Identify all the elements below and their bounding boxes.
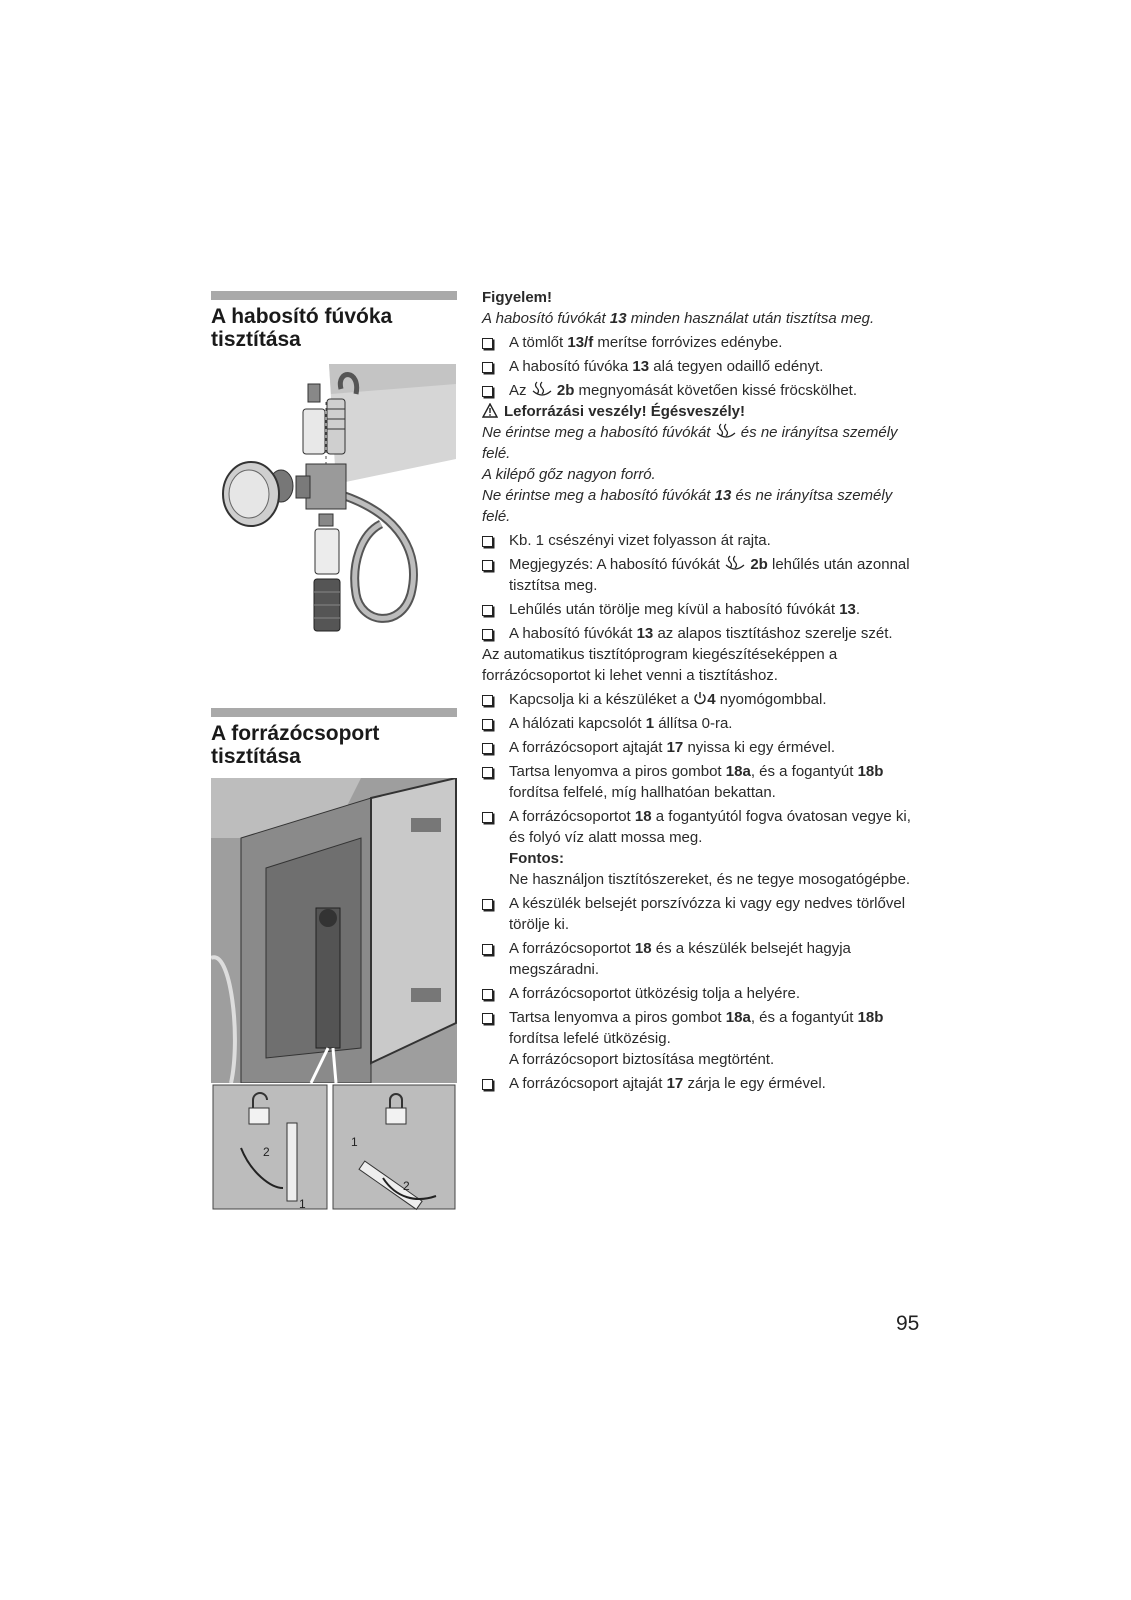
text-run: zárja le egy érmével.	[683, 1075, 826, 1092]
ref-number: 18b	[857, 763, 884, 780]
text-run: Ne érintse meg a habosító fúvókát	[482, 487, 715, 504]
steam-icon	[531, 381, 553, 397]
text-run: A habosító fúvóka	[509, 358, 633, 375]
text-run: és a készülék belsejét hagyja megszáradni.	[509, 940, 851, 978]
text-run: Tartsa lenyomva a piros gombot	[509, 1009, 726, 1026]
text-run: Ne érintse meg a habosító fúvókát	[482, 424, 715, 441]
text-run: Megjegyzés: A habosító fúvókát	[509, 556, 725, 573]
text-run: A forrázócsoportot	[509, 940, 635, 957]
text-run: Tartsa lenyomva a piros gombot	[509, 763, 726, 780]
list-item	[482, 689, 912, 710]
checkbox-bullet-icon	[482, 560, 493, 571]
text-run: , és a fogantyút	[750, 763, 858, 780]
arrow-label: 1	[299, 1197, 306, 1211]
text-run: A forrázócsoport ajtaját	[509, 739, 667, 756]
text-run: Kapcsolja ki a készüléket a	[509, 691, 694, 708]
nozzle-exploded-illustration	[211, 364, 457, 638]
warning-text: A kilépő gőz nagyon forró.	[482, 466, 656, 483]
list-item	[482, 332, 912, 353]
power-icon	[693, 691, 707, 705]
text-run: A készülék belsejét porszívózza ki vagy egy nedves törlővel törölje ki.	[509, 895, 906, 933]
warning-text	[482, 422, 912, 464]
checkbox-bullet-icon	[482, 989, 493, 1000]
important-text: Ne használjon tisztítószereket, és ne tegye mosogatógépbe.	[509, 871, 911, 888]
text-run: alá tegyen odaillő edényt.	[649, 358, 824, 375]
ref-number: 18b	[857, 1009, 884, 1026]
ref-number: 13/f	[567, 334, 594, 351]
list-item	[482, 380, 912, 401]
ref-number: 13	[714, 487, 732, 504]
checkbox-bullet-icon	[482, 629, 493, 640]
text-run: fordítsa lefelé ütközésig.	[509, 1030, 671, 1047]
arrow-label: 2	[263, 1145, 270, 1159]
warning-icon	[482, 403, 498, 418]
checkbox-bullet-icon	[482, 386, 493, 397]
section-title-line: A forrázócsoport	[211, 722, 380, 745]
list-item	[482, 761, 912, 803]
checkbox-bullet-icon	[482, 605, 493, 616]
text-run: az alapos tisztításhoz szerelje szét.	[653, 625, 893, 642]
steam-icon	[724, 555, 746, 571]
text-run: megnyomását követően kissé fröcskölhet.	[574, 382, 858, 399]
list-item	[482, 806, 912, 848]
ref-number: 2b	[750, 556, 768, 573]
text-run: A forrázócsoport biztosítása megtörtént.	[509, 1051, 775, 1068]
ref-number: 13	[636, 625, 654, 642]
list-item	[482, 554, 912, 596]
checkbox-bullet-icon	[482, 812, 493, 823]
ref-number: 17	[666, 1075, 684, 1092]
text-run: , és a fogantyút	[750, 1009, 858, 1026]
ref-number: 4	[707, 691, 716, 708]
checkbox-bullet-icon	[482, 536, 493, 547]
checkbox-bullet-icon	[482, 362, 493, 373]
section-title-line: tisztítása	[211, 745, 301, 768]
brewunit-illustration	[211, 778, 457, 1211]
checkbox-bullet-icon	[482, 899, 493, 910]
list-item	[482, 737, 912, 758]
section-title-line: A habosító fúvóka	[211, 305, 393, 328]
text-run: Az	[509, 382, 531, 399]
text-run: fordítsa felfelé, míg hallhatóan bekattan.	[509, 784, 776, 801]
section-title-line: tisztítása	[211, 328, 301, 351]
section-divider-1	[211, 291, 457, 300]
text-run: A hálózati kapcsolót	[509, 715, 646, 732]
ref-number: 2b	[556, 382, 575, 399]
list-item	[482, 1007, 912, 1070]
list-item	[482, 356, 912, 377]
list-item	[482, 713, 912, 734]
list-item	[482, 983, 912, 1004]
ref-number: 13	[839, 601, 856, 618]
list-item	[482, 530, 912, 551]
text-run: és ne irányítsa személy felé.	[482, 424, 898, 462]
text-run: A forrázócsoportot ütközésig tolja a helyére.	[509, 985, 800, 1002]
checkbox-bullet-icon	[482, 767, 493, 778]
section-title-brewunit	[211, 722, 457, 768]
section-title-nozzle	[211, 305, 457, 351]
warning-title	[482, 401, 912, 422]
text-run: lehűlés után azonnal tisztítsa meg.	[509, 556, 910, 594]
list-item	[482, 893, 912, 935]
text-run: A habosító fúvókát	[509, 625, 637, 642]
steam-icon	[715, 423, 737, 439]
text-run: állítsa 0-ra.	[654, 715, 733, 732]
ref-number: 18a	[725, 1009, 751, 1026]
auto-clean-note: Az automatikus tisztítóprogram kiegészítéseképpen a forrázócsoportot ki lehet venni a tisztításhoz.	[482, 646, 838, 684]
important-title: Fontos:	[509, 850, 564, 867]
text-run: A tömlőt	[509, 334, 568, 351]
ref-number: 18	[634, 940, 652, 957]
ref-number: 13	[632, 358, 650, 375]
text-run: A forrázócsoportot	[509, 808, 635, 825]
checkbox-bullet-icon	[482, 695, 493, 706]
list-item	[482, 1073, 912, 1094]
list-item	[482, 938, 912, 980]
ref-number: 17	[666, 739, 684, 756]
ref-number: 13	[609, 310, 627, 327]
text-run: a fogantyútól fogva óvatosan vegye ki, és folyó víz alatt mossa meg.	[509, 808, 911, 846]
text-run: nyissa ki egy érmével.	[683, 739, 836, 756]
checkbox-bullet-icon	[482, 944, 493, 955]
ref-number: 18	[634, 808, 652, 825]
warning-text	[482, 485, 912, 527]
instructions	[482, 287, 912, 1094]
text-run: Kb. 1 csészényi vizet folyasson át rajta.	[509, 532, 771, 549]
ref-number: 1	[645, 715, 655, 732]
attention-text	[482, 308, 912, 329]
attention-title: Figyelem!	[482, 289, 553, 306]
checkbox-bullet-icon	[482, 1079, 493, 1090]
arrow-label: 2	[403, 1179, 410, 1193]
text-run: merítse forróvizes edénybe.	[593, 334, 783, 351]
text-run: A habosító fúvókát	[482, 310, 610, 327]
list-item	[482, 623, 912, 644]
text-run: .	[855, 601, 861, 618]
text-run: és ne irányítsa személy felé.	[482, 487, 893, 525]
list-item	[482, 599, 912, 620]
section-divider-2	[211, 708, 457, 717]
checkbox-bullet-icon	[482, 719, 493, 730]
text-run: minden használat után tisztítsa meg.	[626, 310, 875, 327]
arrow-label: 1	[351, 1135, 358, 1149]
checkbox-bullet-icon	[482, 338, 493, 349]
checkbox-bullet-icon	[482, 743, 493, 754]
text-run: Lehűlés után törölje meg kívül a habosító fúvókát	[509, 601, 840, 618]
checkbox-bullet-icon	[482, 1013, 493, 1024]
text-run: Leforrázási veszély! Égésveszély!	[504, 403, 745, 420]
text-run: A forrázócsoport ajtaját	[509, 1075, 667, 1092]
ref-number: 18a	[725, 763, 751, 780]
page-number: 95	[896, 1312, 920, 1335]
text-run: nyomógombbal.	[715, 691, 827, 708]
